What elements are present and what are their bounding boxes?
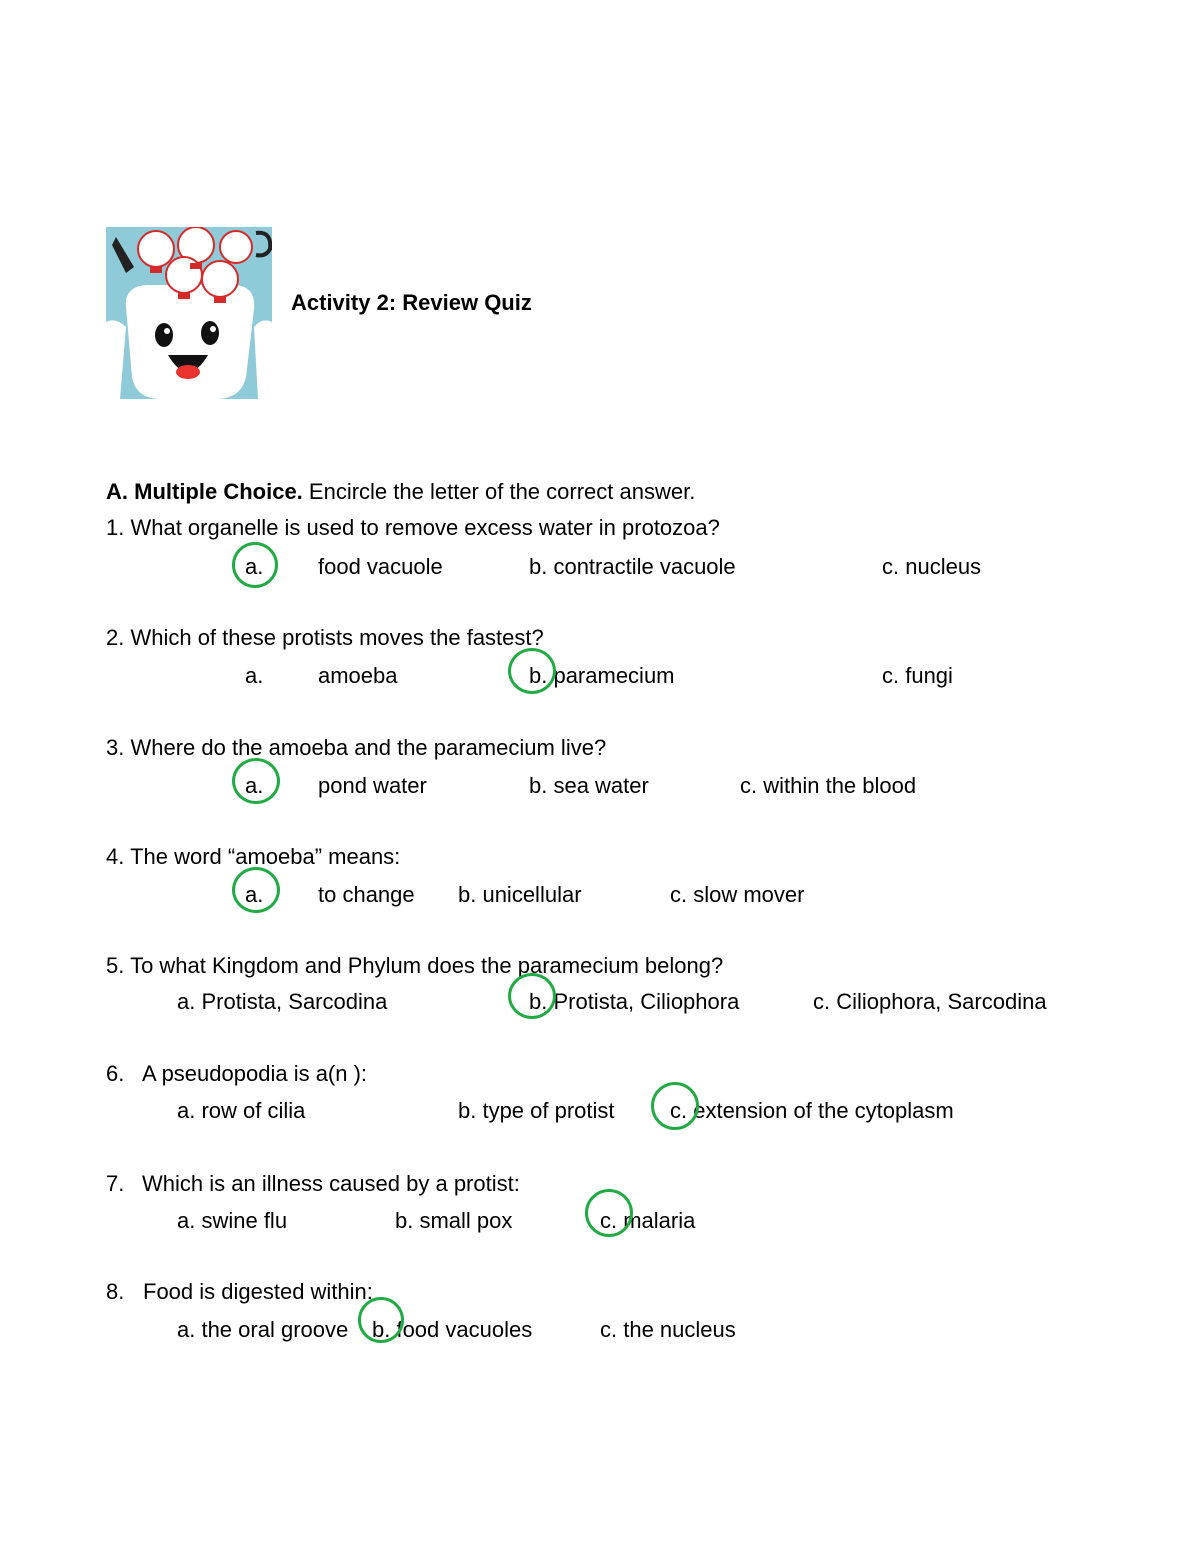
q4-option-b[interactable]: b. unicellular <box>458 882 582 907</box>
question-8-text: Food is digested within: <box>143 1279 373 1304</box>
page-title: Activity 2: Review Quiz <box>291 290 532 315</box>
question-7-text: Which is an illness caused by a protist: <box>142 1171 520 1196</box>
q3-option-b[interactable]: b. sea water <box>529 773 649 798</box>
q8-option-a[interactable]: a. the oral groove <box>177 1317 349 1342</box>
section-label: A. Multiple Choice. <box>106 479 303 504</box>
q7-option-c[interactable]: c. malaria <box>600 1208 696 1233</box>
q6-option-c[interactable]: c. extension of the cytoplasm <box>670 1098 954 1123</box>
question-5-text: 5. To what Kingdom and Phylum does the paramecium belong? <box>106 953 724 978</box>
q5-option-a[interactable]: a. Protista, Sarcodina <box>177 989 388 1014</box>
question-8-number: 8. <box>106 1279 125 1304</box>
question-4-text: 4. The word “amoeba” means: <box>106 844 401 869</box>
section-instruction: Encircle the letter of the correct answer. <box>308 479 696 504</box>
q7-option-a[interactable]: a. swine flu <box>177 1208 288 1233</box>
q1-option-a-letter[interactable]: a. <box>245 554 264 579</box>
answer-circle-q3 <box>232 758 280 804</box>
answer-circle-q4 <box>232 867 280 913</box>
q3-option-c[interactable]: c. within the blood <box>740 773 917 798</box>
q7-option-b[interactable]: b. small pox <box>395 1208 513 1233</box>
answer-circle-q8 <box>358 1297 404 1343</box>
q1-option-a-text: food vacuole <box>318 554 443 579</box>
q8-option-b[interactable]: b. food vacuoles <box>372 1317 533 1342</box>
q1-option-b[interactable]: b. contractile vacuole <box>529 554 736 579</box>
idea-head-logo <box>106 227 272 399</box>
q1-option-c[interactable]: c. nucleus <box>882 554 982 579</box>
q5-option-c[interactable]: c. Ciliophora, Sarcodina <box>813 989 1047 1014</box>
q8-option-c[interactable]: c. the nucleus <box>600 1317 736 1342</box>
answer-circle-q5 <box>508 973 556 1019</box>
q2-option-c[interactable]: c. fungi <box>882 663 953 688</box>
q2-option-b[interactable]: b. paramecium <box>529 663 675 688</box>
q2-option-a-text: amoeba <box>318 663 398 688</box>
q4-option-a-text: to change <box>318 882 415 907</box>
question-7-number: 7. <box>106 1171 125 1196</box>
answer-circle-q6 <box>651 1082 699 1130</box>
q3-option-a-letter[interactable]: a. <box>245 773 264 798</box>
section-heading <box>106 481 695 503</box>
q2-option-a-letter[interactable]: a. <box>245 663 264 688</box>
q6-option-a[interactable]: a. row of cilia <box>177 1098 306 1123</box>
q4-option-c[interactable]: c. slow mover <box>670 882 805 907</box>
answer-circle-q1 <box>232 542 278 588</box>
q6-option-b[interactable]: b. type of protist <box>458 1098 615 1123</box>
question-2-text: 2. Which of these protists moves the fastest? <box>106 625 544 650</box>
answer-circle-q2 <box>508 648 556 694</box>
question-6-text: A pseudopodia is a(n ): <box>142 1061 368 1086</box>
question-6-number: 6. <box>106 1061 125 1086</box>
question-3-text: 3. Where do the amoeba and the paramecium live? <box>106 735 607 760</box>
q3-option-a-text: pond water <box>318 773 427 798</box>
q5-option-b[interactable]: b. Protista, Ciliophora <box>529 989 740 1014</box>
q4-option-a-letter[interactable]: a. <box>245 882 264 907</box>
question-1-text: 1. What organelle is used to remove excess water in protozoa? <box>106 515 720 540</box>
answer-circle-q7 <box>585 1189 633 1237</box>
